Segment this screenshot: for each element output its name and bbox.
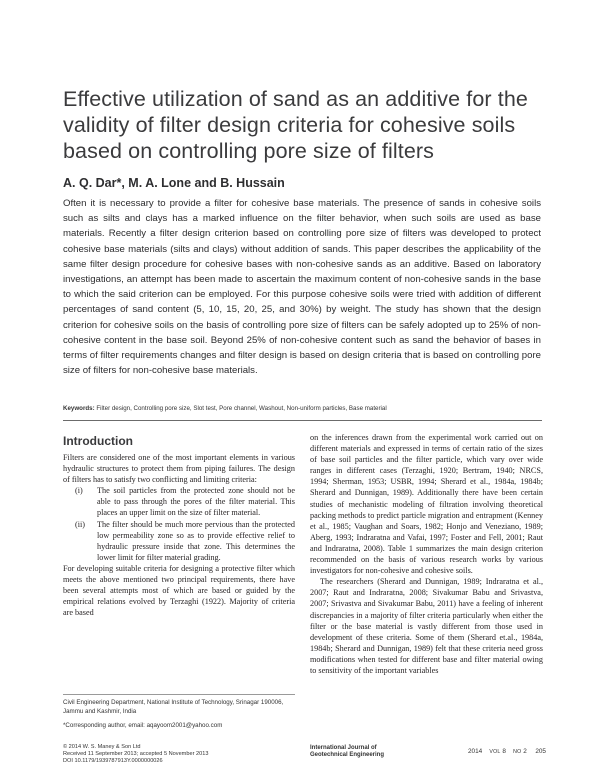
journal-name: [310, 745, 430, 759]
list-item-number: (ii): [75, 519, 86, 529]
corresponding-author: *Corresponding author, email: aqayoom2001@yahoo.com: [63, 722, 223, 729]
volume: 8: [502, 748, 506, 755]
intro-paragraph-1: Filters are considered one of the most important elements in various hydraulic structures to protect them from piping failures. The design of filters has to satisfy two conflicting and limiting criteria:: [63, 453, 295, 485]
received-date: Received 11 September 2013; accepted 5 November 2013: [63, 751, 209, 757]
keywords-text: Filter design, Controlling pore size, Slot test, Pore channel, Washout, Non-uniform particles, Base material: [96, 405, 387, 412]
keywords-divider: [63, 420, 542, 421]
authors: A. Q. Dar*, M. A. Lone and B. Hussain: [63, 176, 285, 190]
doi: DOI 10.1179/1939787913Y.0000000026: [63, 758, 163, 764]
issue-number: 2: [523, 748, 527, 755]
page-number: 205: [535, 748, 546, 755]
keywords: [63, 405, 541, 412]
list-item: [63, 485, 295, 518]
affiliation: Civil Engineering Department, National Institute of Technology, Srinagar 190006, Jammu and Kashmir, India: [63, 699, 284, 715]
journal-name-line-2: Geotechnical Engineering: [310, 752, 385, 758]
left-column: [63, 452, 295, 618]
list-item: [63, 519, 295, 563]
vol-label: VOL: [489, 749, 501, 755]
list-item-number: (i): [75, 486, 83, 496]
right-paragraph-2: The researchers (Sherard and Dunnigan, 1989; Indraratna et al., 2007; Raut and Indraratna, 2008; Sivakumar Babu and Srivastva, 2007; Srivastva and Sivakumar Babu, 2011) have a feeling of inherent discrepancies in a majority of filter criteria particularly when either the filter or the base material is vastly different from those used in development of these criteria. Some of them (Sherard et.al., 1984a, 1984b; Sherard and Dunnigan, 1989) felt that these criteria need gross modifications when tested for different base and filter material owing to sensitivity of the important variables: [310, 577, 543, 675]
right-column: [310, 432, 543, 676]
list-item-text: The filter should be much more pervious than the protected low permeability zone so as to provide effective relief to hydraulic pressure inside that zone. This determines the lower limit for filter material grading.: [97, 519, 295, 562]
footnote-divider: [63, 694, 295, 695]
right-paragraph-1: on the inferences drawn from the experimental work carried out on different materials and expressed in terms of certain ratio of the sizes of base soil particles and the filter particle, which vary over wide ranges in different cases (Terzaghi, 1920; Bertram, 1940; NRCS, 1994; Sherman, 1953; USBR, 1994; Sherard et al., 1984a, 1984b; Sherard and Dunnigan, 1989). Additionally there have been certain studies of mechanistic modeling of filtration involving theoretical packing methods to predict particle migration and entrapment (Kenney et al., 1985; Vaughan and Soars, 1982; Honjo and Veneziano, 1989; Aberg, 1993; Indraratna and Vafai, 1997; Foster and Fell, 2001; Raut and Indraratna, 2008). Table 1 summarizes the main design criterion recommended on the basis of various research works by various investigators for non-cohesive and cohesive soils.: [310, 433, 543, 576]
copyright: © 2014 W. S. Maney & Son Ltd: [63, 744, 141, 750]
keywords-label: Keywords:: [63, 405, 95, 412]
abstract: Often it is necessary to provide a filter for cohesive base materials. The presence of sands in cohesive soils such as silts and clays has a marked influence on the filter behavior, when such soils are used as base materials. Recently a filter design criterion based on controlling pore size of filters was developed to protect cohesive base materials (silts and clays) without addition of sands. This paper describes the applicability of the same filter design procedure for cohesive bases with non-cohesive sands as an additive. Based on laboratory investigations, an attempt has been made to ascertain the maximum content of non-cohesive sands in the base to which the said criterion can be employed. For this purpose cohesive soils were tried with addition of different percentages of sand content (5, 10, 15, 20, 25, and 30%) by weight. The study has shown that the design criterion for cohesive soils on the basis of controlling pore size of filters can be safely adopted up to 25% of non-cohesive content in the base soil. Beyond 25% of non-cohesive content such as sand the behavior of bases in terms of filter requirements changes and filter design is based on design criteria that is based on controlling pore size of filters for non-cohesive base materials.: [63, 198, 541, 377]
year: 2014: [468, 748, 483, 755]
section-heading-introduction: Introduction: [63, 434, 133, 448]
footer-left: [63, 744, 263, 765]
no-label: NO: [513, 749, 522, 755]
article-title: Effective utilization of sand as an additive for the validity of filter design criteria for cohesive soils based on controlling pore size of filters: [63, 87, 528, 163]
intro-paragraph-2: For developing suitable criteria for designing a protective filter which meets the above mentioned two principal requirements, there have been several attempts most of which are based or guided by the empirical relations evolved by Terzaghi (1922). Majority of criteria are based: [63, 563, 295, 618]
list-item-text: The soil particles from the protected zone should not be able to pass through the pores of the filter material. This places an upper limit on the size of filter material.: [97, 486, 295, 518]
journal-name-line-1: International Journal of: [310, 745, 377, 751]
